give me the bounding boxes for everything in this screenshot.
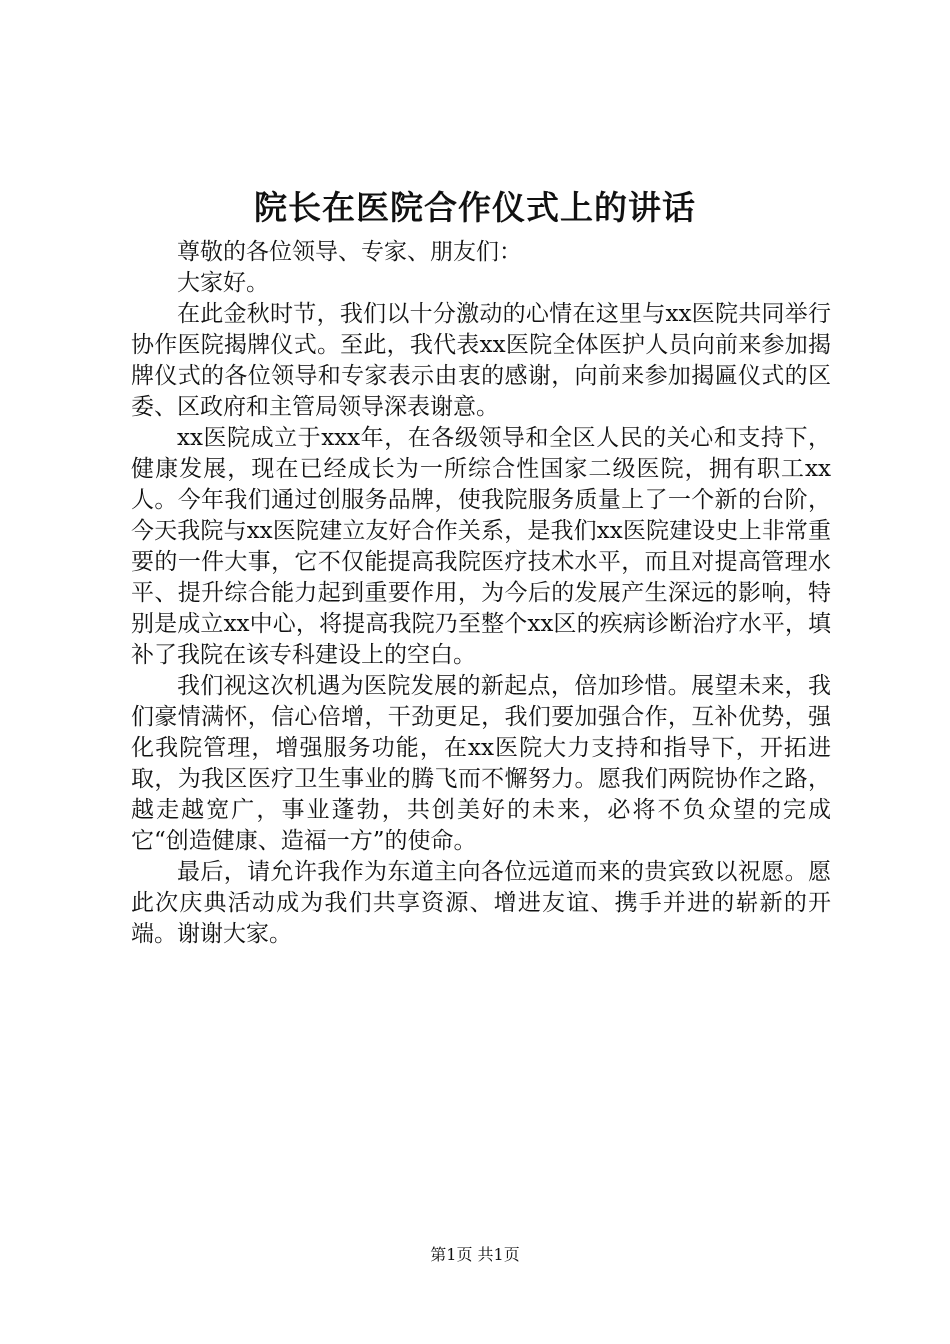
paragraph-opening: 在此金秋时节，我们以十分激动的心情在这里与xx医院共同举行协作医院揭牌仪式。至此，我代表xx医院全体医护人员向前来参加揭牌仪式的各位领导和专家表示由衷的感谢，向前来参加揭匾仪式的区委、区政府和主管局领导深表谢意。 xyxy=(131,301,831,420)
document-body xyxy=(131,237,831,950)
page-number-footer: 第1页 共1页 xyxy=(430,1245,520,1264)
document-title: 院长在医院合作仪式上的讲话 xyxy=(254,188,696,227)
paragraph-outlook: 我们视这次机遇为医院发展的新起点，倍加珍惜。展望未来，我们豪情满怀，信心倍增，干劲更足，我们要加强合作，互补优势，强化我院管理，增强服务功能，在xx医院大力支持和指导下，开拓进取，为我区医疗卫生事业的腾飞而不懈努力。愿我们两院协作之路，越走越宽广，事业蓬勃，共创美好的未来，必将不负众望的完成它“创造健康、造福一方”的使命。 xyxy=(131,673,831,854)
paragraph-greeting: 大家好。 xyxy=(177,270,269,296)
paragraph-closing: 最后，请允许我作为东道主向各位远道而来的贵宾致以祝愿。愿此次庆典活动成为我们共享资源、增进友谊、携手并进的崭新的开端。谢谢大家。 xyxy=(131,859,831,947)
paragraph-salutation: 尊敬的各位领导、专家、朋友们： xyxy=(177,239,522,265)
paragraph-hospital-intro: xx医院成立于xxx年，在各级领导和全区人民的关心和支持下，健康发展，现在已经成长为一所综合性国家二级医院，拥有职工xx人。今年我们通过创服务品牌，使我院服务质量上了一个新的台阶，今天我院与xx医院建立友好合作关系，是我们xx医院建设史上非常重要的一件大事，它不仅能提高我院医疗技术水平，而且对提高管理水平、提升综合能力起到重要作用，为今后的发展产生深远的影响，特别是成立xx中心，将提高我院乃至整个xx区的疾病诊断治疗水平，填补了我院在该专科建设上的空白。 xyxy=(131,425,831,668)
